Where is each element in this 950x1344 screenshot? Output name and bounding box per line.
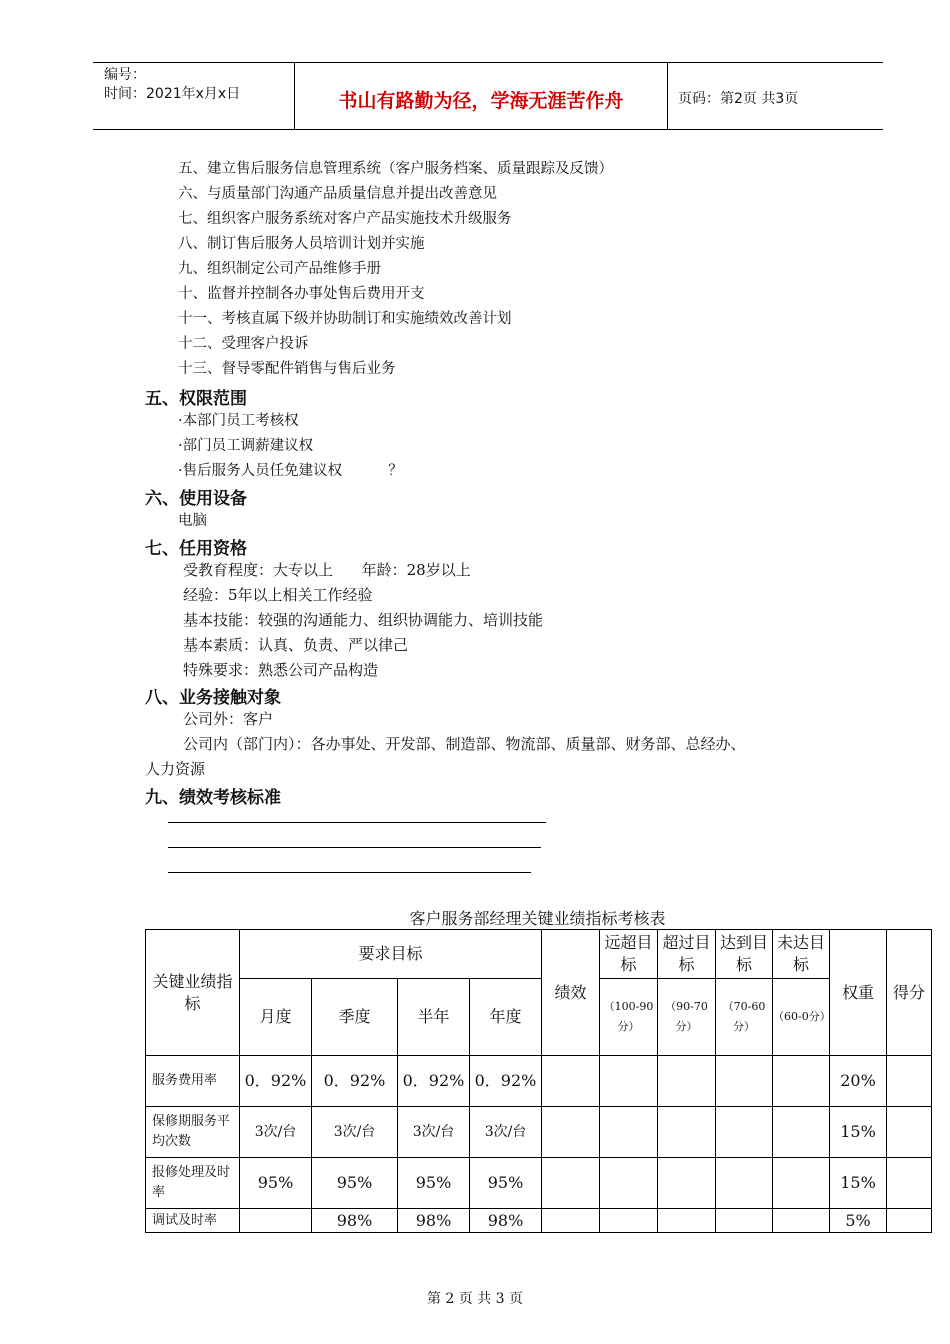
exceed-range-cell: （90-70分） xyxy=(658,979,716,1056)
table-row xyxy=(146,1056,932,1107)
header-bottom-rule xyxy=(93,129,883,130)
table-row xyxy=(146,1209,932,1233)
row-miss-cell xyxy=(773,1158,830,1209)
performance-header-cell: 绩效 xyxy=(542,930,600,1056)
row-yearly-value: 98% xyxy=(470,1209,542,1233)
row-kpi-name: 调试及时率 xyxy=(146,1209,240,1233)
row-far-exceed-cell xyxy=(600,1209,658,1233)
blank-line xyxy=(168,847,541,848)
row-meet-cell xyxy=(716,1209,773,1233)
miss-range-cell: （60-0分） xyxy=(773,979,830,1056)
duty-item: 十、监督并控制各办事处售后费用开支 xyxy=(178,286,425,302)
far-exceed-header-cell: 远超目标 xyxy=(600,930,658,979)
authority-item: ·本部门员工考核权 xyxy=(178,413,299,429)
duty-item: 十一、考核直属下级并协助制订和实施绩效改善计划 xyxy=(178,311,512,327)
kpi-header-cell: 关键业绩指标 xyxy=(146,930,240,1056)
row-miss-cell xyxy=(773,1209,830,1233)
section-title-performance: 九、绩效考核标准 xyxy=(145,788,281,808)
row-quarterly-value: 0．92% xyxy=(312,1056,398,1107)
row-yearly-value: 3次/台 xyxy=(470,1107,542,1158)
row-weight-value: 15% xyxy=(830,1107,887,1158)
contacts-external: 公司外：客户 xyxy=(183,710,274,728)
duty-item: 八、制订售后服务人员培训计划并实施 xyxy=(178,236,425,252)
row-yearly-value: 0．92% xyxy=(470,1056,542,1107)
header-divider-right xyxy=(667,62,668,130)
quarterly-header-cell: 季度 xyxy=(312,979,398,1056)
row-meet-cell xyxy=(716,1107,773,1158)
header-left-block xyxy=(104,66,240,104)
row-score-cell xyxy=(887,1158,932,1209)
duty-item: 六、与质量部门沟通产品质量信息并提出改善意见 xyxy=(178,186,497,202)
row-quarterly-value: 95% xyxy=(312,1158,398,1209)
row-weight-value: 20% xyxy=(830,1056,887,1107)
header-divider-left xyxy=(294,62,295,130)
section-title-authority: 五、权限范围 xyxy=(145,389,247,409)
header-motto: 书山有路勤为径，学海无涯苦作舟 xyxy=(338,90,624,112)
row-halfyear-value: 3次/台 xyxy=(398,1107,470,1158)
table-row xyxy=(146,1107,932,1158)
row-performance-cell xyxy=(542,1107,600,1158)
row-exceed-cell xyxy=(658,1158,716,1209)
document-time-label: 时间：2021年x月x日 xyxy=(104,86,241,102)
row-monthly-value xyxy=(240,1209,312,1233)
row-halfyear-value: 98% xyxy=(398,1209,470,1233)
page-footer: 第 2 页 共 3 页 xyxy=(426,1291,524,1307)
halfyear-header-cell: 半年 xyxy=(398,979,470,1056)
row-kpi-name: 报修处理及时率 xyxy=(146,1158,240,1209)
row-meet-cell xyxy=(716,1158,773,1209)
monthly-header-cell: 月度 xyxy=(240,979,312,1056)
duty-item: 九、组织制定公司产品维修手册 xyxy=(178,261,381,277)
row-monthly-value: 95% xyxy=(240,1158,312,1209)
yearly-header-cell: 年度 xyxy=(470,979,542,1056)
row-halfyear-value: 95% xyxy=(398,1158,470,1209)
row-score-cell xyxy=(887,1209,932,1233)
row-kpi-name: 保修期服务平均次数 xyxy=(146,1107,240,1158)
row-far-exceed-cell xyxy=(600,1056,658,1107)
row-weight-value: 5% xyxy=(830,1209,887,1233)
far-exceed-range-cell: （100-90分） xyxy=(600,979,658,1056)
row-monthly-value: 0．92% xyxy=(240,1056,312,1107)
miss-header-cell: 未达目标 xyxy=(773,930,830,979)
score-header-cell: 得分 xyxy=(887,930,932,1056)
duty-item: 七、组织客户服务系统对客户产品实施技术升级服务 xyxy=(178,211,512,227)
row-exceed-cell xyxy=(658,1107,716,1158)
row-kpi-name: 服务费用率 xyxy=(146,1056,240,1107)
row-performance-cell xyxy=(542,1158,600,1209)
blank-line xyxy=(168,872,531,873)
contacts-internal-continued: 人力资源 xyxy=(145,760,206,778)
row-monthly-value: 3次/台 xyxy=(240,1107,312,1158)
row-score-cell xyxy=(887,1056,932,1107)
section-title-equipment: 六、使用设备 xyxy=(145,489,247,509)
row-yearly-value: 95% xyxy=(470,1158,542,1209)
section-title-qualifications: 七、任用资格 xyxy=(145,539,247,559)
equipment-item: 电脑 xyxy=(178,513,207,529)
row-meet-cell xyxy=(716,1056,773,1107)
row-performance-cell xyxy=(542,1056,600,1107)
row-exceed-cell xyxy=(658,1209,716,1233)
qualification-education: 受教育程度：大专以上 年龄：28岁以上 xyxy=(183,561,471,579)
row-score-cell xyxy=(887,1107,932,1158)
exceed-header-cell: 超过目标 xyxy=(658,930,716,979)
row-exceed-cell xyxy=(658,1056,716,1107)
section-title-contacts: 八、业务接触对象 xyxy=(145,688,281,708)
target-header-cell: 要求目标 xyxy=(240,930,542,979)
contacts-internal: 公司内（部门内）：各办事处、开发部、制造部、物流部、质量部、财务部、总经办、 xyxy=(183,735,746,753)
weight-header-cell: 权重 xyxy=(830,930,887,1056)
qualification-qualities: 基本素质：认真、负责、严以律己 xyxy=(183,636,409,654)
blank-line xyxy=(168,822,546,823)
row-halfyear-value: 0．92% xyxy=(398,1056,470,1107)
meet-header-cell: 达到目标 xyxy=(716,930,773,979)
header-page-info: 页码：第2页 共3页 xyxy=(678,91,799,107)
row-weight-value: 15% xyxy=(830,1158,887,1209)
qualification-skills: 基本技能：较强的沟通能力、组织协调能力、培训技能 xyxy=(183,611,544,629)
table-row xyxy=(146,1158,932,1209)
row-performance-cell xyxy=(542,1209,600,1233)
kpi-table-title: 客户服务部经理关键业绩指标考核表 xyxy=(409,909,666,928)
row-quarterly-value: 98% xyxy=(312,1209,398,1233)
row-quarterly-value: 3次/台 xyxy=(312,1107,398,1158)
duty-item: 十二、受理客户投诉 xyxy=(178,336,309,352)
row-miss-cell xyxy=(773,1107,830,1158)
row-miss-cell xyxy=(773,1056,830,1107)
qualification-special: 特殊要求：熟悉公司产品构造 xyxy=(183,661,379,679)
kpi-table xyxy=(145,929,932,1233)
authority-item: ·部门员工调薪建议权 xyxy=(178,438,314,454)
meet-range-cell: （70-60分） xyxy=(716,979,773,1056)
header-top-rule xyxy=(93,62,883,63)
row-far-exceed-cell xyxy=(600,1107,658,1158)
qualification-experience: 经验：5年以上相关工作经验 xyxy=(183,586,373,604)
row-far-exceed-cell xyxy=(600,1158,658,1209)
document-number-label: 编号： xyxy=(104,67,146,83)
duty-item: 十三、督导零配件销售与售后业务 xyxy=(178,361,396,377)
duty-item: 五、建立售后服务信息管理系统（客户服务档案、质量跟踪及反馈） xyxy=(178,161,613,177)
authority-item: ·售后服务人员任免建议权 ？ xyxy=(178,463,403,479)
